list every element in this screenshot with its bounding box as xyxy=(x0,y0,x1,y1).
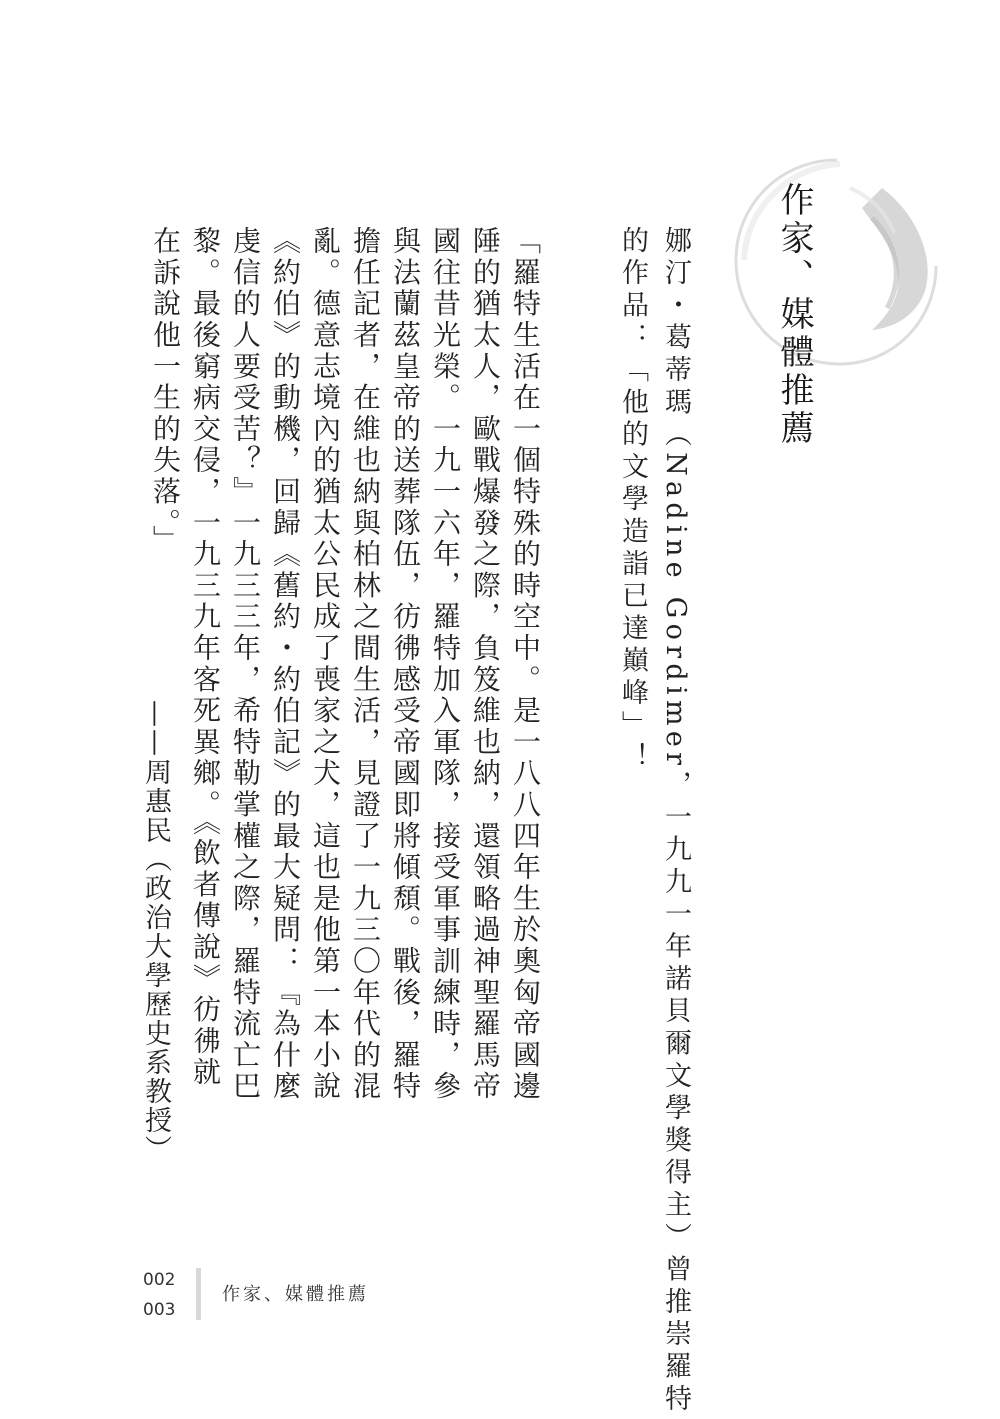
quote-paragraph: 「羅特生活在一個特殊的時空中。是一八八四年生於奧匈帝國邊陲的猶太人，歐戰爆發之際，負笈維也納，還領略過神聖羅馬帝國往昔光榮。一九一六年，羅特加入軍隊，接受軍事訓練時，參與法蘭茲皇帝的送葬隊伍，彷彿感受帝國即將傾頹。戰後，羅特擔任記者，在維也納與柏林之間生活，見證了一九三〇年代的混亂。德意志境內的猶太公民成了喪家之犬，這也是他第一本小說《約伯》的動機，回歸《舊約・約伯記》的最大疑問：『為什麼虔信的人要受苦？』一九三三年，希特勒掌權之際，羅特流亡巴黎。最後窮病交侵，一九三九年客死異鄉。《飲者傳說》彷彿就在訴說他一生的失落。」 xyxy=(149,226,542,1103)
ink-brush-circle-decoration xyxy=(722,148,952,378)
page-number-right: 003 xyxy=(143,1300,176,1320)
blurb-line-2: 的作品：「他的文學造詣已達巔峰」！ xyxy=(617,226,648,776)
running-footer-title: 作家、媒體推薦 xyxy=(222,1284,369,1305)
page-number-left: 002 xyxy=(143,1270,176,1290)
blurb-line-1: 娜汀・葛蒂瑪（Nadine Gordimer，一九九一年諾貝爾文學獎得主）曾推崇羅特 xyxy=(660,226,691,1417)
page-numbers xyxy=(143,1265,183,1325)
quote-attribution: ——周惠民（政治大學歷史系教授） xyxy=(140,700,171,1164)
footer-divider xyxy=(196,1268,201,1320)
page-heading: 作家、媒體推薦 xyxy=(774,182,814,448)
